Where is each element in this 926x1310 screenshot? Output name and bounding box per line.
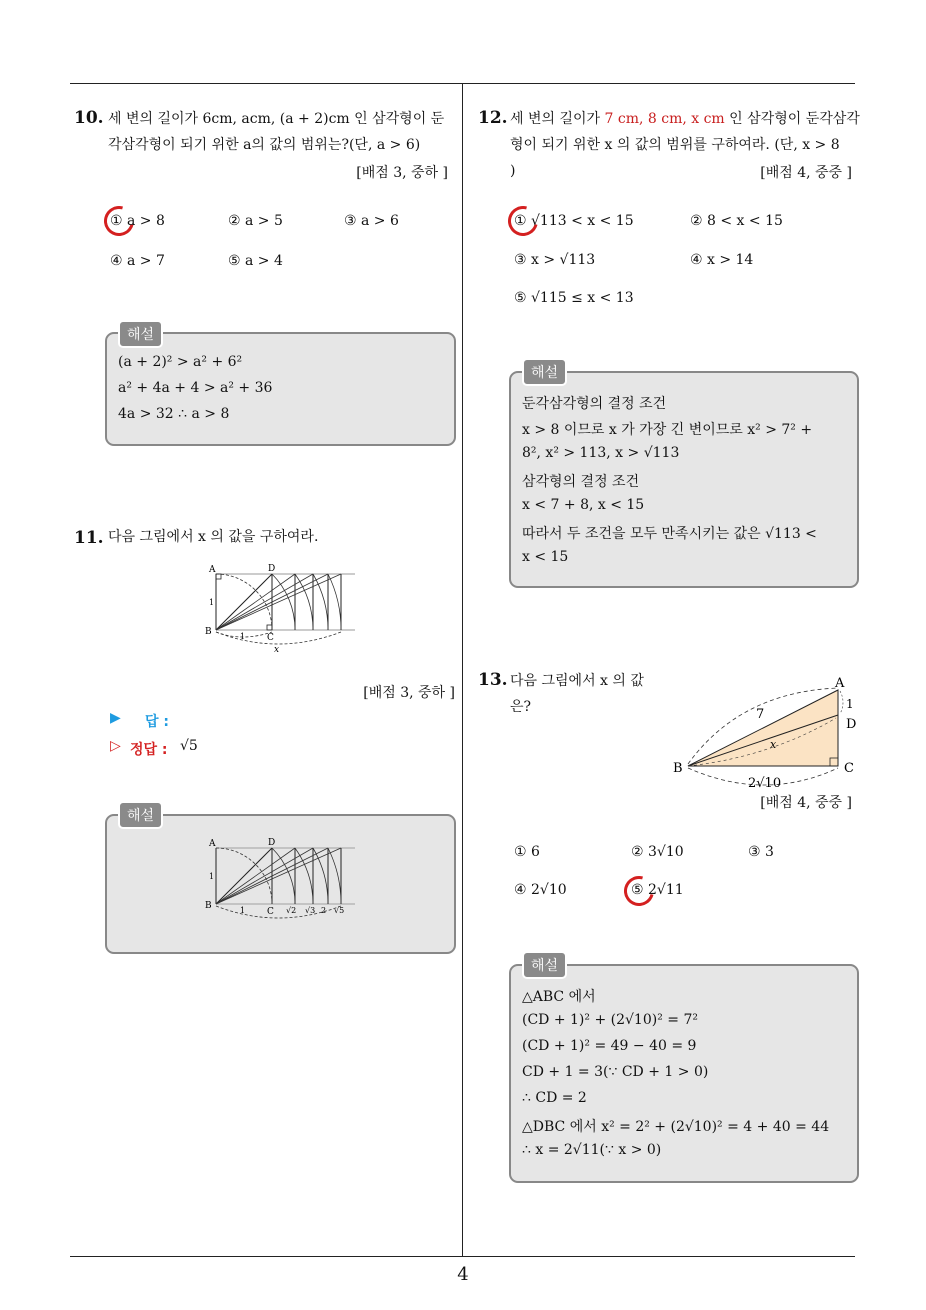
choice-4[interactable]: ④ a > 7 (110, 253, 165, 269)
fig-seg-2: 2 (321, 906, 327, 915)
question-number: 10. (74, 108, 104, 128)
question-number: 11. (74, 528, 104, 548)
fig-label-a: A (209, 839, 216, 849)
question-number: 12. (478, 108, 508, 128)
column-divider (462, 83, 463, 1256)
solution-line: x < 15 (522, 549, 569, 565)
score-label: [배점 3, 중하 ] (363, 685, 455, 701)
question-number: 13. (478, 670, 508, 690)
choice-5[interactable]: ⑤ 2√11 (631, 882, 684, 898)
solution-spiral-figure (200, 832, 360, 932)
question-text: 세 변의 길이가 7 cm, 8 cm, x cm 인 삼각형이 둔각삼각 형이 되기 위한 x 의 값의 범위를 구하여라. (단, x > 8 ) (510, 111, 860, 179)
score-label: [배점 4, 중중 ] (760, 795, 852, 811)
fig-label-b: B (205, 627, 212, 637)
fig-seg-sqrt3: √3 (305, 906, 316, 915)
fig-label-one-vertical: 1 (209, 598, 215, 607)
solution-line: x < 7 + 8, x < 15 (522, 497, 645, 513)
solution-line: 4a > 32 ∴ a > 8 (118, 406, 230, 422)
fig-label-c: C (267, 633, 274, 643)
choice-1[interactable]: ① 6 (514, 844, 540, 860)
answer-arrow-icon: ▶ (110, 710, 121, 726)
solution-tag: 해설 (118, 320, 163, 348)
choice-2[interactable]: ② 3√10 (631, 844, 684, 860)
solution-line: (a + 2)² > a² + 6² (118, 354, 243, 370)
bottom-rule (70, 1256, 855, 1257)
choice-3[interactable]: ③ 3 (748, 844, 774, 860)
fig-label-one-base: 1 (240, 632, 246, 641)
page-number: 4 (457, 1264, 469, 1285)
question-text: 다음 그림에서 x 의 값 은? (510, 673, 644, 715)
choice-2[interactable]: ② 8 < x < 15 (690, 213, 783, 229)
answer-label: 답 : (145, 714, 169, 730)
correct-value: √5 (180, 738, 198, 754)
fig-label-one: 1 (846, 697, 854, 711)
choice-5[interactable]: ⑤ √115 ≤ x < 13 (514, 290, 634, 306)
choice-3[interactable]: ③ a > 6 (344, 213, 399, 229)
choice-4[interactable]: ④ x > 14 (690, 252, 754, 268)
fig-label-c: C (844, 761, 854, 776)
solution-line: (CD + 1)² + (2√10)² = 7² (522, 1012, 698, 1028)
fig-label-d: D (846, 717, 857, 732)
solution-line: 따라서 두 조건을 모두 만족시키는 값은 √113 < (522, 526, 817, 542)
spiral-sqrt-figure (200, 560, 360, 658)
question-text: 세 변의 길이가 6cm, acm, (a + 2)cm 인 삼각형이 둔 각삼각형이 되기 위한 a의 값의 범위는?(단, a > 6) (108, 111, 445, 153)
fig-label-base: 2√10 (748, 776, 782, 791)
fig-label-x: x (770, 738, 777, 751)
side-lengths: 7 cm, 8 cm, x cm (604, 111, 725, 127)
fig-label-a: A (835, 676, 845, 691)
solution-line: x > 8 이므로 x 가 가장 긴 변이므로 x² > 7² + (522, 422, 813, 438)
solution-line: a² + 4a + 4 > a² + 36 (118, 380, 273, 396)
fig-label-d: D (268, 838, 276, 848)
choice-1[interactable]: ① a > 8 (110, 213, 165, 229)
fig-label-c: C (267, 907, 274, 917)
choice-4[interactable]: ④ 2√10 (514, 882, 567, 898)
correct-label: 정답 : (130, 742, 168, 758)
solution-line: CD + 1 = 3(∵ CD + 1 > 0) (522, 1064, 709, 1080)
solution-tag: 해설 (522, 951, 567, 979)
fig-label-b: B (205, 901, 212, 911)
fig-seg-sqrt5: √5 (334, 906, 345, 915)
fig-label-seven: 7 (756, 707, 765, 722)
fig-label-one-vertical: 1 (209, 872, 215, 881)
solution-line: 삼각형의 결정 조건 (522, 474, 640, 490)
solution-line: 8², x² > 113, x > √113 (522, 445, 680, 461)
correct-arrow-icon: ▷ (110, 738, 121, 754)
score-label: [배점 3, 중하 ] (356, 165, 448, 181)
solution-line: (CD + 1)² = 49 − 40 = 9 (522, 1038, 697, 1054)
choice-5[interactable]: ⑤ a > 4 (228, 253, 283, 269)
solution-line: ∴ x = 2√11(∵ x > 0) (522, 1142, 662, 1158)
fig-seg-1: 1 (240, 906, 246, 915)
fig-label-d: D (268, 564, 276, 574)
choice-1[interactable]: ① √113 < x < 15 (514, 213, 634, 229)
solution-tag: 해설 (522, 358, 567, 386)
fig-label-x: x (274, 645, 280, 655)
fig-seg-sqrt2: √2 (286, 906, 297, 915)
solution-line: ∴ CD = 2 (522, 1090, 587, 1106)
choice-3[interactable]: ③ x > √113 (514, 252, 596, 268)
solution-line: 둔각삼각형의 결정 조건 (522, 396, 667, 412)
right-triangle-figure (670, 672, 865, 792)
fig-label-b: B (673, 761, 683, 776)
fig-label-a: A (209, 565, 216, 575)
question-text: 다음 그림에서 x 의 값을 구하여라. (108, 529, 319, 545)
solution-line: △DBC 에서 x² = 2² + (2√10)² = 4 + 40 = 44 (522, 1119, 830, 1135)
solution-tag: 해설 (118, 801, 163, 829)
solution-line: △ABC 에서 (522, 989, 596, 1005)
score-label: [배점 4, 중중 ] (760, 165, 852, 181)
choice-2[interactable]: ② a > 5 (228, 213, 283, 229)
